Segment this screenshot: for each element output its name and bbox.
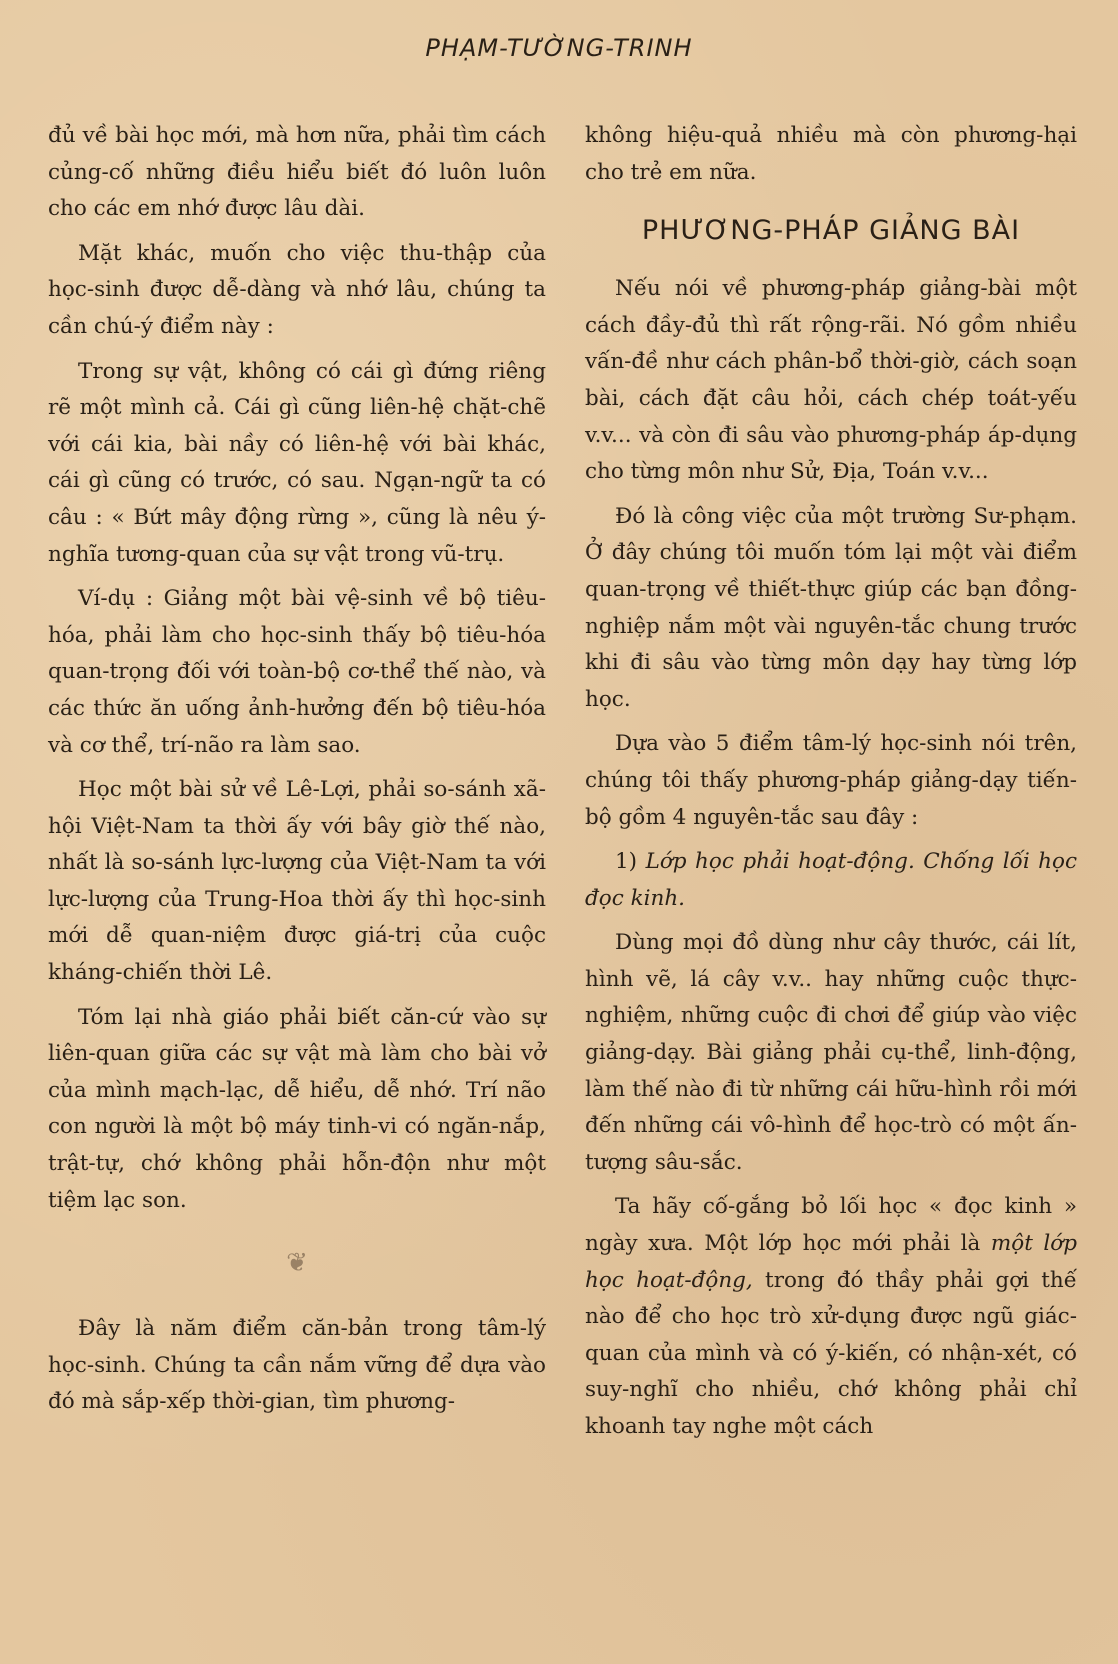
paragraph: Đó là công việc của một trường Sư-phạm. Ở đây chúng tôi muốn tóm lại một vài điểm quan-trọng về thiết-thực giúp các bạn đồng-nghiệp nắm một vài nguyên-tắc chung trước khi đi sâu vào từng môn dạy hay từng lớp học. [585, 503, 1077, 712]
paragraph: Tóm lại nhà giáo phải biết căn-cứ vào sự liên-quan giữa các sự vật mà làm cho bài vở của mình mạch-lạc, dễ hiểu, dễ nhớ. Trí não con người là một bộ máy tinh-vi có ngăn-nắp, trật-tự, chớ không phải hỗn-độn như một tiệm lạc son. [48, 1004, 546, 1213]
section-title: PHƯƠNG-PHÁP GIẢNG BÀI [641, 215, 1021, 247]
left-column [48, 118, 546, 1429]
right-column [585, 118, 1077, 1454]
paragraph-text: trong đó thầy phải gợi thế nào để cho học trò xử-dụng được ngũ giác-quan của mình và có ý-kiến, có nhận-xét, có suy-nghĩ cho nhiều, chớ không phải chỉ khoanh tay nghe một cách [585, 1267, 1077, 1439]
paragraph: Học một bài sử về Lê-Lợi, phải so-sánh xã-hội Việt-Nam ta thời ấy với bây giờ thế nào, nhất là so-sánh lực-lượng của Việt-Nam ta với lực-lượng của Trung-Hoa thời ấy thì học-sinh mới dễ quan-niệm được giá-trị của cuộc kháng-chiến thời Lê. [48, 777, 546, 986]
running-head: PHẠM-TƯỜNG-TRINH [425, 34, 693, 62]
paragraph: đủ về bài học mới, mà hơn nữa, phải tìm cách củng-cố những điều hiểu biết đó luôn luôn cho các em nhớ được lâu dài. [48, 123, 546, 222]
emphasis-text: một lớp học hoạt-động, [585, 1231, 1078, 1293]
paragraph: Ví-dụ : Giảng một bài vệ-sinh về bộ tiêu-hóa, phải làm cho học-sinh thấy bộ tiêu-hóa quan-trọng đối với toàn-bộ cơ-thể thế nào, và các thức ăn uống ảnh-hưởng đến bộ tiêu-hóa và cơ thể, trí-não ra làm sao. [48, 586, 546, 758]
paragraph-text: Ta hãy cố-gắng bỏ lối học « đọc kinh » ngày xưa. Một lớp học mới phải là [585, 1194, 1077, 1257]
paragraph [585, 1189, 1077, 1445]
paragraph: Đây là năm điểm căn-bản trong tâm-lý học-sinh. Chúng ta cần nắm vững để dựa vào đó mà sắp-xếp thời-gian, tìm phương- [48, 1316, 546, 1415]
paragraph: Nếu nói về phương-pháp giảng-bài một cách đầy-đủ thì rất rộng-rãi. Nó gồm nhiều vấn-đề như cách phân-bổ thời-giờ, cách soạn bài, cách đặt câu hỏi, cách chép toát-yếu v.v... và còn đi sâu vào phương-pháp áp-dụng cho từng môn như Sử, Địa, Toán v.v... [585, 276, 1077, 485]
principle-number: 1) [615, 849, 638, 875]
section-separator-ornament: ❦ [286, 1248, 308, 1279]
paragraph: Trong sự vật, không có cái gì đứng riêng rẽ một mình cả. Cái gì cũng liên-hệ chặt-chẽ với cái kia, bài nầy có liên-hệ với bài khác, cái gì cũng có trước, có sau. Ngạn-ngữ ta có câu : « Bứt mây động rừng », cũng là nêu ý-nghĩa tương-quan của sự vật trong vũ-trụ. [48, 358, 546, 567]
paragraph: Mặt khác, muốn cho việc thu-thập của học-sinh được dễ-dàng và nhớ lâu, chúng ta cần chú-ý điểm này : [48, 240, 546, 339]
principle-title: Lớp học phải hoạt-động. Chống lối học đọc kinh. [585, 849, 1077, 911]
paragraph: không hiệu-quả nhiều mà còn phương-hại cho trẻ em nữa. [585, 123, 1077, 185]
paragraph: Dùng mọi đồ dùng như cây thước, cái lít, hình vẽ, lá cây v.v.. hay những cuộc thực-nghiệm, những cuộc đi chơi để giúp vào việc giảng-dạy. Bài giảng phải cụ-thể, linh-động, làm thế nào đi từ những cái hữu-hình rồi mới đến những cái vô-hình để học-trò có một ấn-tượng sâu-sắc. [585, 930, 1077, 1175]
paragraph: Dựa vào 5 điểm tâm-lý học-sinh nói trên, chúng tôi thấy phương-pháp giảng-dạy tiến-bộ gồm 4 nguyên-tắc sau đây : [585, 731, 1077, 830]
principle-heading [585, 844, 1077, 917]
